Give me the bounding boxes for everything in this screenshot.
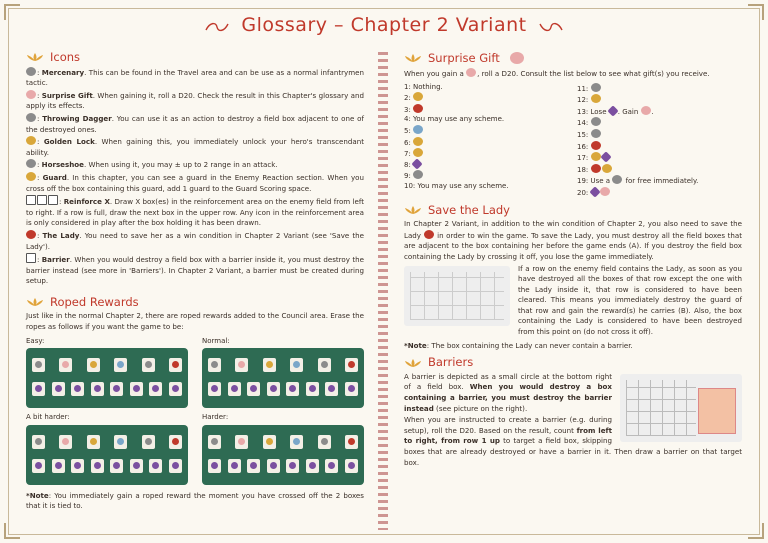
barriers-p2: When you are instructed to create a barrier (e.g. during setup), roll the D20. Based on the result, count from left to right, from row 1 up to target a field box, skipping boxes that are already destroyed or have a barrier in it. Then draw a barrier on that target box. — [404, 415, 742, 467]
glossary-throwing-dagger: : Throwing Dagger. You can use it as an action to destroy a field box adjacent to one of the destroyed ones. — [26, 113, 364, 134]
glossary-horseshoe: : Horseshoe. When using it, you may ± up to 2 range in an attack. — [26, 159, 364, 171]
apple-icon — [591, 164, 601, 173]
golden-lock-icon — [26, 136, 36, 145]
guard-icon — [26, 172, 36, 181]
gift-icon — [641, 106, 651, 115]
column-divider — [378, 52, 388, 530]
lady-icon — [26, 230, 36, 239]
glossary-surprise-gift: : Surprise Gift. When gaining it, roll a D20. Check the result in this Chapter's glossary and apply its effects. — [26, 90, 364, 111]
icons-heading: Icons — [26, 52, 364, 63]
horseshoe-icon — [26, 159, 36, 168]
lady-p1: In Chapter 2 Variant, in addition to the win condition of Chapter 2, you also need to save the Lady in order to win the game. To save the Lady, you must destroy all the field boxes that are adjacent to the box containing her before the game ends (A). If you destroy the field box containing the Lady by crossing it off, you lose the game immediately. — [404, 219, 742, 261]
swirl-icon — [538, 20, 564, 34]
dagger-icon — [26, 113, 36, 122]
surprise-gift-section — [404, 52, 742, 199]
roped-heading: Roped Rewards — [26, 297, 364, 308]
gift-icon — [466, 68, 476, 77]
gift-list-right: 11: 12: 13: Lose . Gain . 14: 15: 16: 17: 18: 19: Use a for free immediately. 20: — [577, 84, 699, 197]
reinforce-box-icon — [48, 195, 58, 205]
council-board — [202, 425, 364, 485]
gift-table — [404, 83, 742, 199]
barriers-p1: A barrier is depicted as a small circle at the bottom right of a field box. When you would destroy a box containing a barrier, you must destroy the barrier instead (see picture on the right). — [404, 371, 612, 413]
reinforce-box-icon — [26, 195, 36, 205]
corner-ornament — [748, 523, 764, 539]
horseshoe-icon — [413, 170, 423, 179]
gift-icon — [26, 90, 36, 99]
glossary-golden-lock: : Golden Lock. When gaining this, you immediately unlock your hero's transcendant ability. — [26, 137, 364, 157]
icons-section — [26, 52, 364, 287]
roped-boards — [26, 336, 364, 485]
lotus-icon — [404, 53, 422, 63]
council-board — [26, 425, 188, 485]
bomb-icon — [591, 129, 601, 138]
corner-ornament — [4, 523, 20, 539]
mercenary-icon — [413, 125, 423, 134]
golden-lock-icon — [413, 92, 423, 101]
glossary-guard: : Guard. In this chapter, you can see a guard in the Enemy Reaction section. When you cross off the box containing this guard, add 1 guard to the Guard Scoring space. — [26, 172, 364, 193]
reinforce-box-icon — [37, 195, 47, 205]
barrier-illustration — [620, 374, 742, 442]
glossary-reinforce: : Reinforce X. Draw X box(es) in the reinforcement area on the enemy field from left to right. If a row is full, draw the next box in the upper row. Any icon in the reinforcement area is only considered in play after the box holding it has been drawn. — [26, 197, 364, 228]
barriers-heading: Barriers — [404, 357, 742, 368]
gift-list-left: 1: Nothing. 2: 3: 4: You may use any scheme. 5: 6: 7: 8: 9: 10: You may use any scheme. — [404, 82, 509, 190]
lady-note: *Note: The box containing the Lady can never contain a barrier. — [404, 340, 633, 350]
mercenary-icon — [591, 83, 601, 92]
right-column — [404, 52, 742, 474]
lady-illustration — [404, 266, 510, 326]
title-text: Glossary – Chapter 2 Variant — [241, 14, 527, 36]
lotus-icon — [26, 297, 44, 307]
board-harder: Harder: — [202, 412, 364, 485]
coin-icon — [602, 164, 612, 173]
council-board — [26, 348, 188, 408]
lotus-icon — [404, 358, 422, 368]
gift-icon — [600, 187, 610, 196]
page-title — [0, 14, 768, 36]
guard-icon — [413, 148, 423, 157]
gift-heading: Surprise Gift — [404, 52, 742, 64]
dagger-icon — [612, 175, 622, 184]
apple-icon — [591, 141, 601, 150]
lady-p2: If a row on the enemy field contains the Lady, as soon as you have destroyed all the boxes of that row except the one with the Lady inside it, that row is considered to have been cleared. This means you immediately destroy the guard of that row and gain the reward(s) he carries (B). Also, the box containing the Lady is considered to have been destroyed from this point on (do not cross it off). — [518, 263, 742, 337]
roped-intro: Just like in the normal Chapter 2, there are roped rewards added to the Council area. Erase the ropes as follows if you want the game to be: — [26, 311, 364, 332]
star-icon — [600, 151, 611, 162]
board-easy: Easy: — [26, 336, 188, 409]
coin-icon — [413, 137, 423, 146]
dagger-icon — [591, 117, 601, 126]
gift-icon — [510, 52, 524, 64]
barriers-section — [404, 357, 742, 468]
lotus-icon — [26, 52, 44, 62]
roped-note: *Note: You immediately gain a roped reward the moment you have crossed off the 2 boxes that it is tied to. — [26, 490, 364, 511]
mercenary-icon — [26, 67, 36, 76]
roped-rewards-section — [26, 294, 364, 512]
apple-icon — [413, 104, 423, 113]
barrier-icon — [26, 253, 36, 263]
glossary-lady: : The Lady. You need to save her as a win condition in Chapter 2 Variant (see 'Save the Lady'). — [26, 230, 364, 251]
glossary-barrier: : Barrier. When you would destroy a field box with a barrier inside it, you must destroy the barrier instead (see more in 'Barriers'). In Chapter 2 Variant, a barrier must be created during setup. — [26, 255, 364, 286]
coin-icon — [591, 152, 601, 161]
star-icon — [589, 186, 600, 197]
lady-heading: Save the Lady — [404, 205, 742, 216]
star-icon — [607, 105, 618, 116]
guard-icon — [591, 94, 601, 103]
glossary-mercenary: : Mercenary. This can be found in the Travel area and can be use as a normal infantrymen tactic. — [26, 67, 364, 88]
lady-icon — [424, 230, 434, 239]
council-board — [202, 348, 364, 408]
board-bit-harder: A bit harder: — [26, 412, 188, 485]
star-icon — [411, 158, 422, 169]
swirl-icon — [204, 20, 230, 34]
left-column — [26, 52, 364, 518]
gift-intro: When you gain a , roll a D20. Consult the list below to see what gift(s) you receive. — [404, 69, 710, 78]
save-lady-section — [404, 202, 742, 352]
lotus-icon — [404, 205, 422, 215]
board-normal: Normal: — [202, 336, 364, 409]
